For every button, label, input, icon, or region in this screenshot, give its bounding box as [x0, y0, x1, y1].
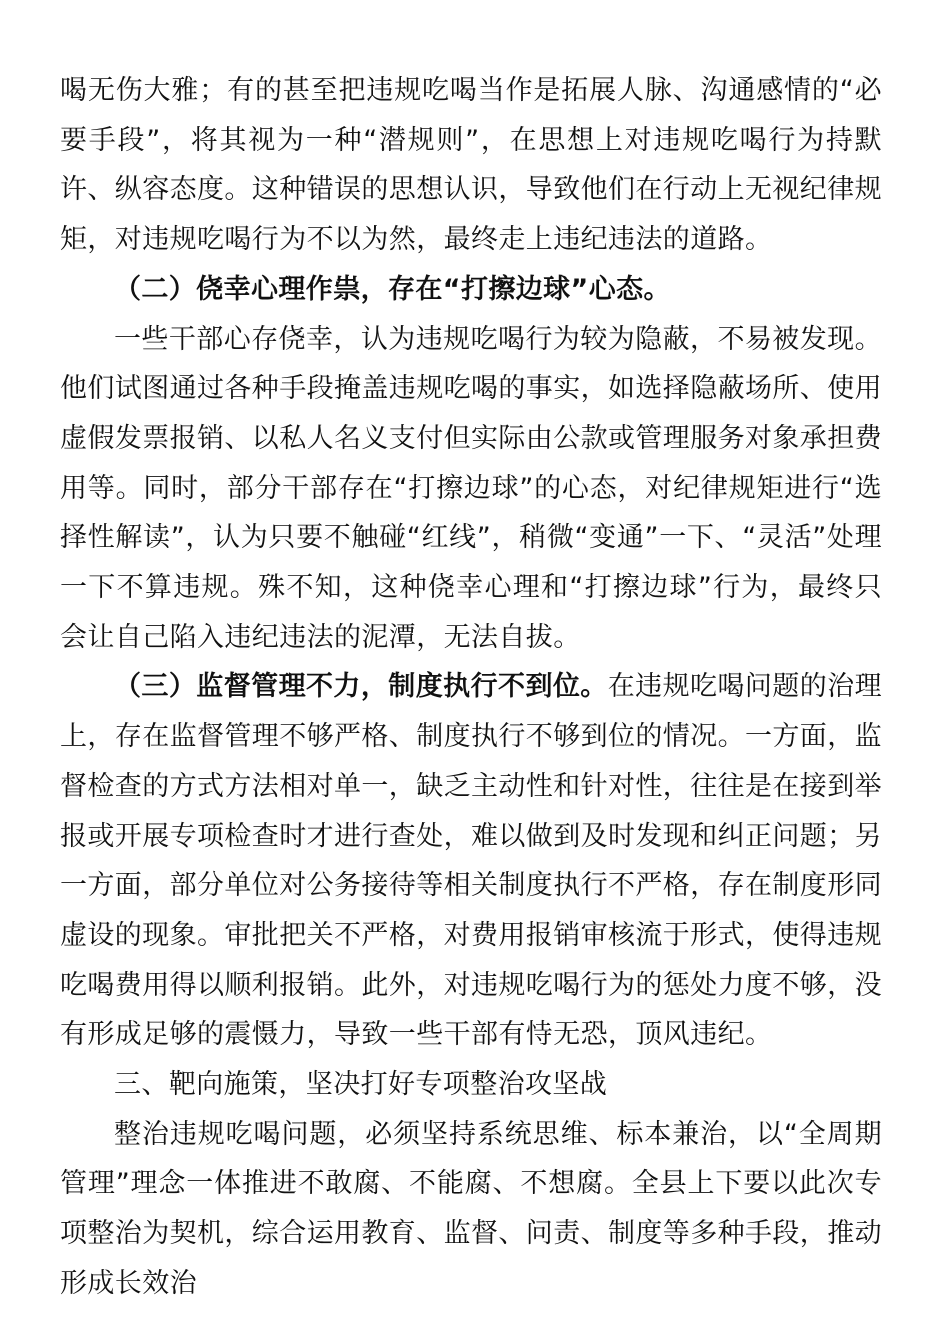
paragraph-3-body: 在违规吃喝问题的治理上，存在监督管理不够严格、制度执行不够到位的情况。一方面，监督检查的方式方法相对单一，缺乏主动性和针对性，往往是在接到举报或开展专项检查时才进行查处，难以做到及时发现和纠正问题；另一方面，部分单位对公务接待等相关制度执行不严格，存在制度形同虚设的现象。审批把关不严格，对费用报销审核流于形式，使得违规吃喝费用得以顺利报销。此外，对违规吃喝行为的惩处力度不够，没有形成足够的震慑力，导致一些干部有恃无恐，顶风违纪。: [60, 671, 882, 1051]
section-heading-3: （三）监督管理不力，制度执行不到位。: [114, 671, 608, 703]
document-body: [60, 66, 882, 1309]
chapter-heading-3: 三、靶向施策，坚决打好专项整治攻坚战: [114, 1069, 608, 1101]
paragraph-3: [60, 662, 882, 1060]
paragraph-4: 整治违规吃喝问题，必须坚持系统思维、标本兼治，以“全周期管理”理念一体推进不敢腐、不能腐、不想腐。全县上下要以此次专项整治为契机，综合运用教育、监督、问责、制度等多种手段，推动形成长效治: [60, 1118, 882, 1299]
paragraph-1: 喝无伤大雅；有的甚至把违规吃喝当作是拓展人脉、沟通感情的“必要手段”，将其视为一种“潜规则”，在思想上对违规吃喝行为持默许、纵容态度。这种错误的思想认识，导致他们在行动上无视纪律规矩，对违规吃喝行为不以为然，最终走上违纪违法的道路。: [60, 75, 882, 256]
paragraph-2: 一些干部心存侥幸，认为违规吃喝行为较为隐蔽，不易被发现。他们试图通过各种手段掩盖违规吃喝的事实，如选择隐蔽场所、使用虚假发票报销、以私人名义支付但实际由公款或管理服务对象承担费用等。同时，部分干部存在“打擦边球”的心态，对纪律规矩进行“选择性解读”，认为只要不触碰“红线”，稍微“变通”一下、“灵活”处理一下不算违规。殊不知，这种侥幸心理和“打擦边球”行为，最终只会让自己陷入违纪违法的泥潭，无法自拔。: [60, 323, 882, 653]
section-heading-2: （二）侥幸心理作祟，存在“打擦边球”心态。: [114, 273, 671, 305]
